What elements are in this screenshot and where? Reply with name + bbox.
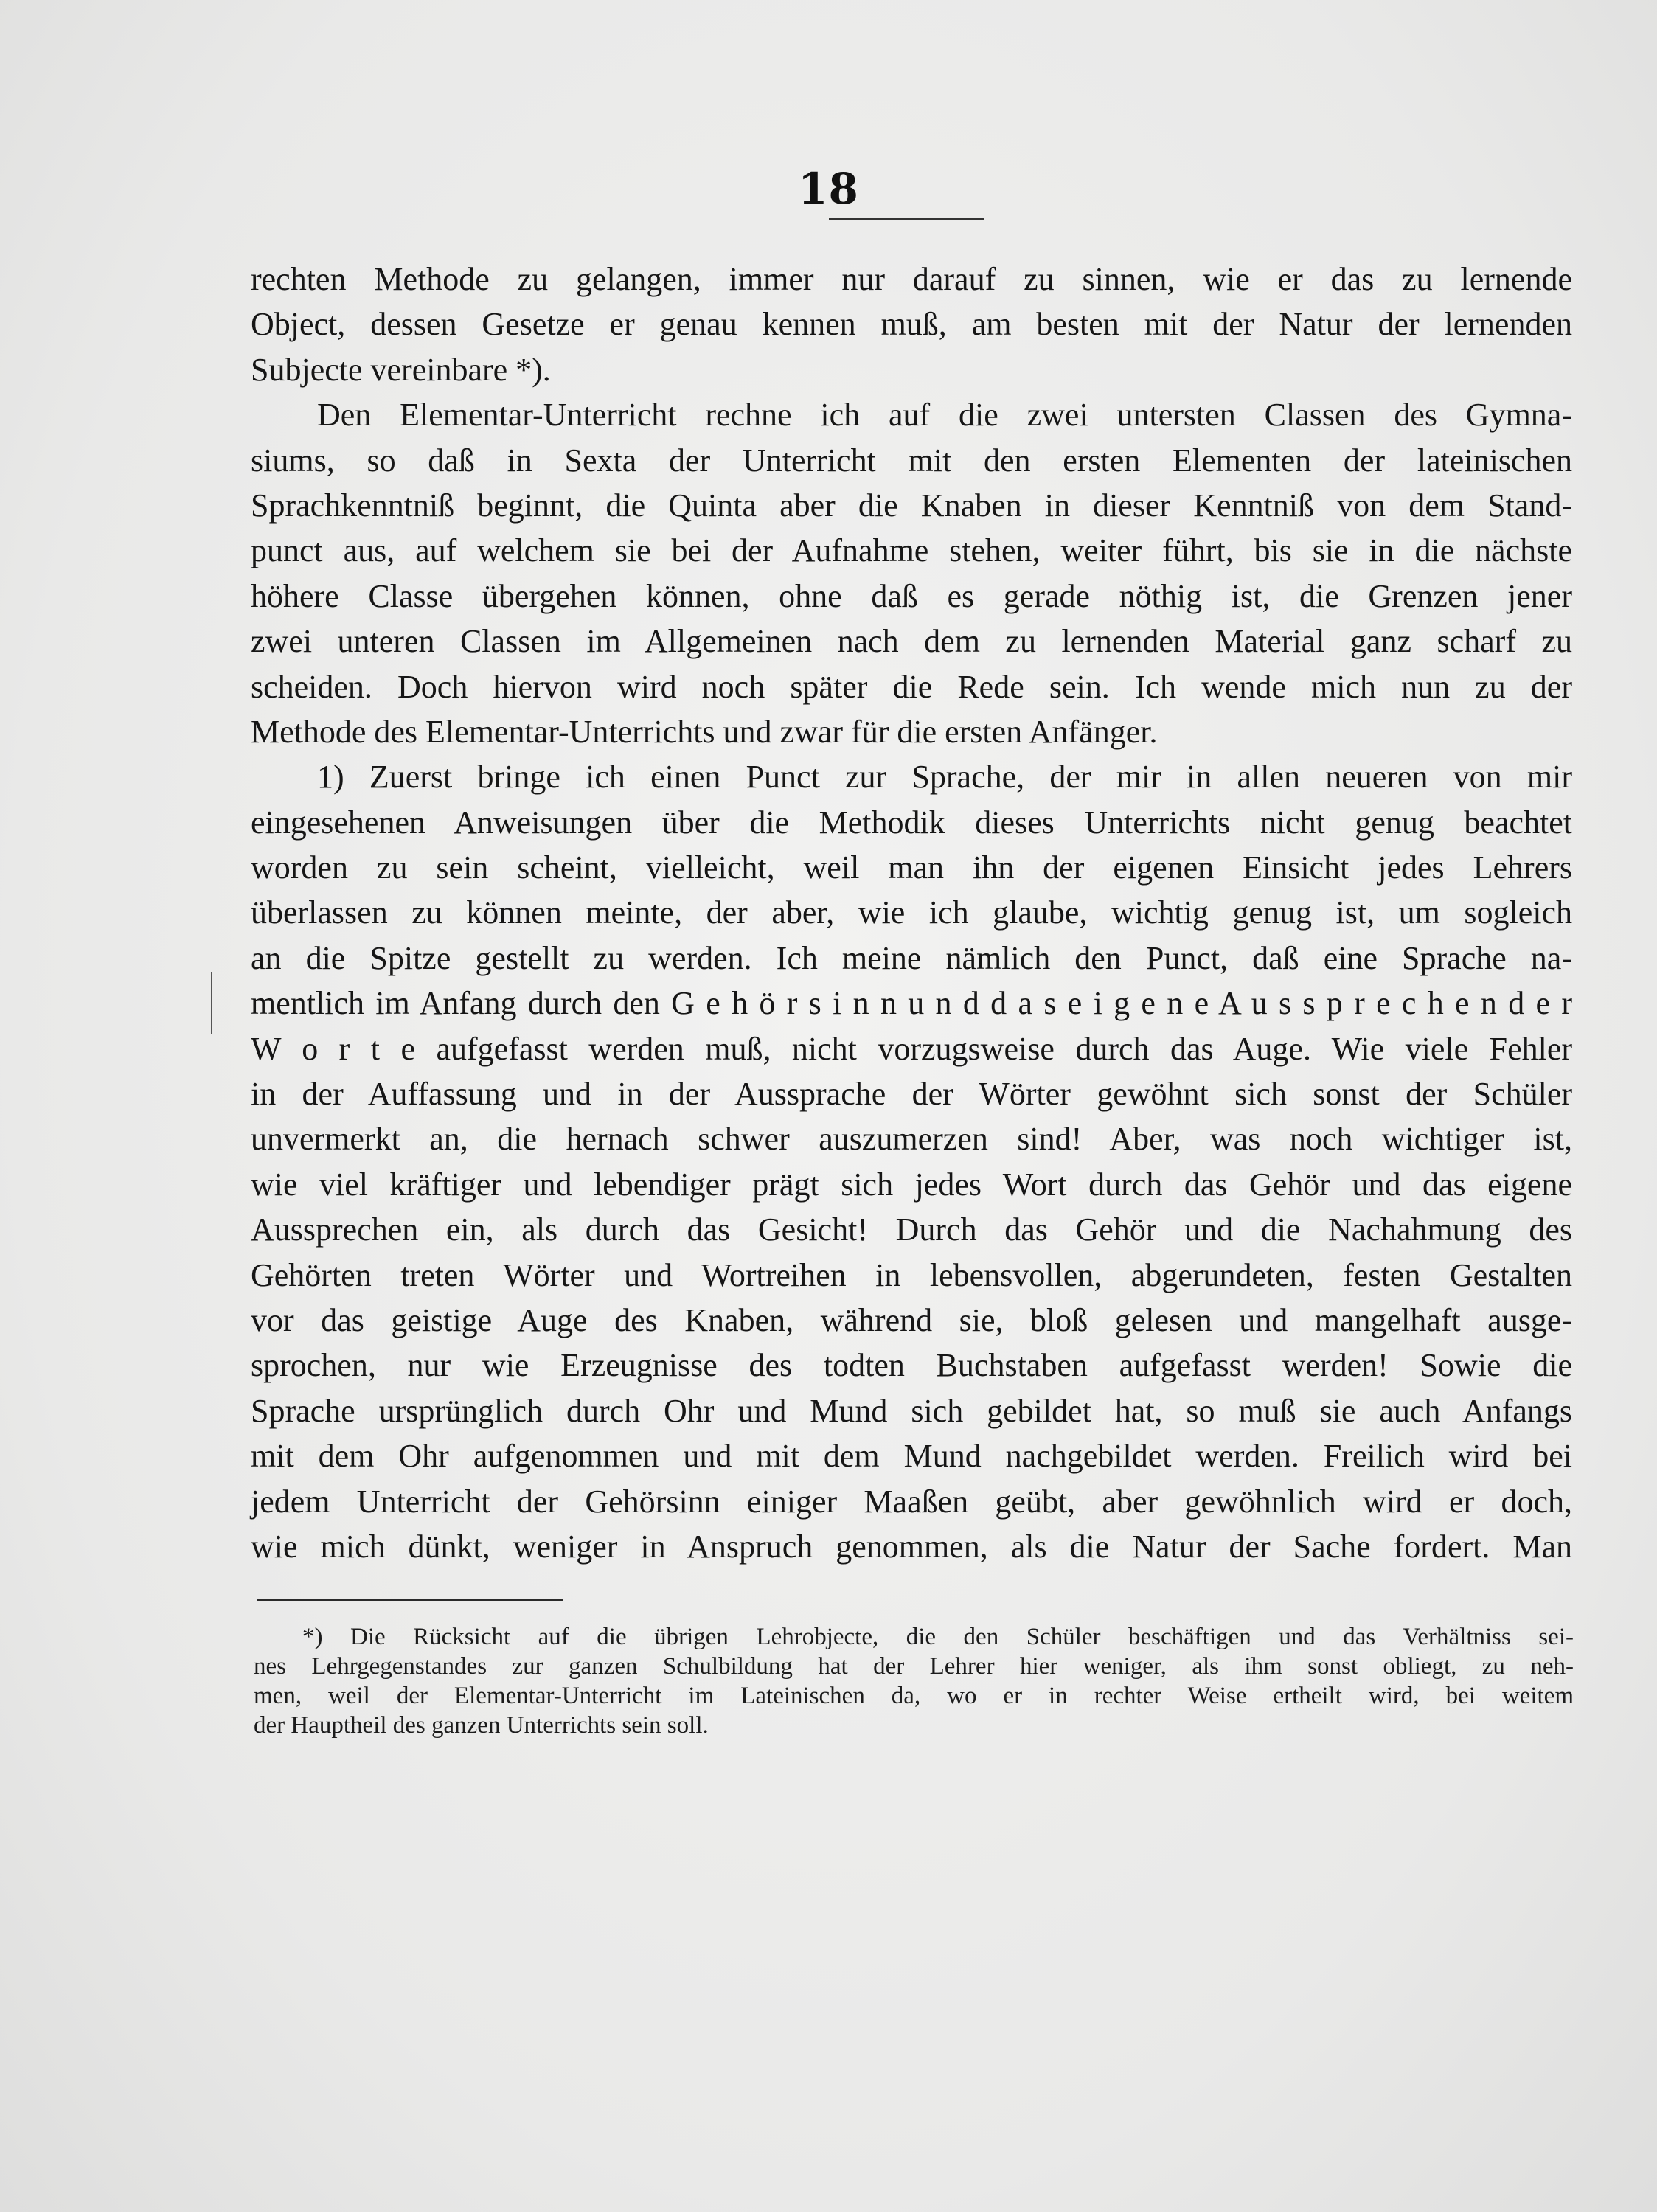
- body-line: an die Spitze gestellt zu werden. Ich meine nämlich den Punct, daß eine Sprache na-: [251, 939, 1572, 976]
- body-line: höhere Classe übergehen können, ohne daß es gerade nöthig ist, die Grenzen jener: [251, 577, 1572, 614]
- body-line: vor das geistige Auge des Knaben, während sie, bloß gelesen und mangelhaft ausge-: [251, 1301, 1572, 1338]
- body-line: sprochen, nur wie Erzeugnisse des todten Buchstaben aufgefasst werden! Sowie die: [251, 1347, 1572, 1384]
- body-line: Gehörten treten Wörter und Wortreihen in lebensvollen, abgerundeten, festen Gestalten: [251, 1256, 1572, 1293]
- footnote-line: men, weil der Elementar-Unterricht im Lateinischen da, wo er in rechter Weise ertheilt wird, bei weitem: [254, 1683, 1574, 1709]
- body-line: punct aus, auf welchem sie bei der Aufnahme stehen, weiter führt, bis sie in die nächste: [251, 532, 1572, 569]
- footnote-rule: [257, 1599, 563, 1601]
- body-line: siums, so daß in Sexta der Unterricht mit den ersten Elementen der lateinischen: [251, 442, 1572, 479]
- footnote-line: nes Lehrgegenstandes zur ganzen Schulbildung hat der Lehrer hier weniger, als ihm sonst obliegt, zu neh-: [254, 1653, 1574, 1680]
- body-line: Subjecte vereinbare *).: [251, 351, 551, 388]
- body-line: Methode des Elementar-Unterrichts und zwar für die ersten Anfänger.: [251, 713, 1158, 750]
- body-line: wie mich dünkt, weniger in Anspruch genommen, als die Natur der Sache fordert. Man: [251, 1528, 1572, 1565]
- body-line: Aussprechen ein, als durch das Gesicht! Durch das Gehör und die Nachahmung des: [251, 1211, 1572, 1248]
- body-line: mentlich im Anfang durch den G e h ö r s i n n u n d d a s e i g e n e A u s s p r e c h e n d e r: [251, 985, 1572, 1022]
- body-text: [251, 257, 1572, 1569]
- body-line: jedem Unterricht der Gehörsinn einiger Maaßen geübt, aber gewöhnlich wird er doch,: [251, 1483, 1572, 1520]
- body-line: Object, dessen Gesetze er genau kennen muß, am besten mit der Natur der lernenden: [251, 306, 1572, 343]
- header-rule: [829, 218, 984, 220]
- body-line: mit dem Ohr aufgenommen und mit dem Mund nachgebildet werden. Freilich wird bei: [251, 1438, 1572, 1475]
- footnotes: [254, 1622, 1574, 1740]
- body-line: W o r t e aufgefasst werden muß, nicht vorzugsweise durch das Auge. Wie viele Fehler: [251, 1030, 1572, 1067]
- body-line: 1) Zuerst bringe ich einen Punct zur Sprache, der mir in allen neueren von mir: [317, 759, 1572, 796]
- body-line: worden zu sein scheint, vielleicht, weil man ihn der eigenen Einsicht jedes Lehrers: [251, 849, 1572, 886]
- body-line: zwei unteren Classen im Allgemeinen nach dem zu lernenden Material ganz scharf zu: [251, 623, 1572, 660]
- body-line: Sprachkenntniß beginnt, die Quinta aber die Knaben in dieser Kenntniß von dem Stand-: [251, 487, 1572, 524]
- body-line: Sprache ursprünglich durch Ohr und Mund sich gebildet hat, so muß sie auch Anfangs: [251, 1392, 1572, 1429]
- body-line: rechten Methode zu gelangen, immer nur darauf zu sinnen, wie er das zu lernende: [251, 261, 1572, 297]
- body-line: Den Elementar-Unterricht rechne ich auf die zwei untersten Classen des Gymna-: [317, 397, 1572, 434]
- body-line: eingesehenen Anweisungen über die Methodik dieses Unterrichts nicht genug beachtet: [251, 804, 1572, 841]
- body-line: in der Auffassung und in der Aussprache der Wörter gewöhnt sich sonst der Schüler: [251, 1076, 1572, 1113]
- body-line: überlassen zu können meinte, der aber, wie ich glaube, wichtig genug ist, um sogleich: [251, 894, 1572, 931]
- footnote-line: *) Die Rücksicht auf die übrigen Lehrobjecte, die den Schüler beschäftigen und das Verhältniss sei-: [302, 1624, 1574, 1650]
- body-line: scheiden. Doch hiervon wird noch später die Rede sein. Ich wende mich nun zu der: [251, 668, 1572, 705]
- margin-mark: [211, 972, 212, 1034]
- body-line: unvermerkt an, die hernach schwer auszumerzen sind! Aber, was noch wichtiger ist,: [251, 1121, 1572, 1158]
- page-number: 18: [798, 164, 859, 214]
- body-line: wie viel kräftiger und lebendiger prägt sich jedes Wort durch das Gehör und das eigene: [251, 1166, 1572, 1203]
- footnote-line: der Hauptheil des ganzen Unterrichts sein soll.: [254, 1712, 709, 1739]
